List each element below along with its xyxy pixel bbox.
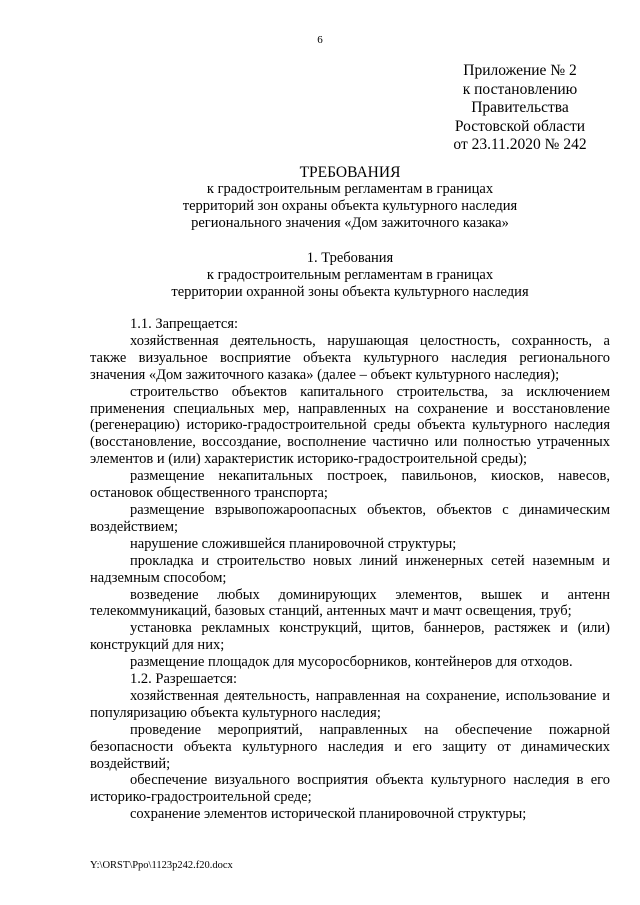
appendix-line: от 23.11.2020 № 242 <box>453 136 587 153</box>
paragraph: размещение площадок для мусоросборников, контейнеров для отходов. <box>130 654 573 671</box>
appendix-line: Ростовской области <box>454 117 586 135</box>
paragraph: обеспечение визуального восприятия объекта культурного наследия в его историко-градостроительной среде; <box>90 772 610 806</box>
document-title <box>0 164 640 232</box>
subsection-heading: 1.2. Разрешается: <box>130 671 237 688</box>
section-heading-line: к градостроительным регламентам в границах <box>206 267 494 283</box>
appendix-line: Правительства <box>471 99 569 116</box>
title-line: регионального значения «Дом зажиточного казака» <box>191 215 509 231</box>
title-main: ТРЕБОВАНИЯ <box>299 164 401 181</box>
paragraph: хозяйственная деятельность, направленная на сохранение, использование и популяризацию объекта культурного наследия; <box>90 687 610 721</box>
paragraph: установка рекламных конструкций, щитов, баннеров, растяжек и (или) конструкций для них; <box>90 620 610 654</box>
paragraph: нарушение сложившейся планировочной структуры; <box>130 535 457 552</box>
paragraph: размещение некапитальных построек, павильонов, киосков, навесов, остановок общественного транспорта; <box>90 468 610 502</box>
section-heading <box>0 250 640 301</box>
paragraph: возведение любых доминирующих элементов, вышек и антенн телекоммуникаций, базовых станций, антенных мачт и мачт освещения, труб; <box>90 586 610 620</box>
subsection-heading: 1.1. Запрещается: <box>130 316 239 332</box>
appendix-header <box>440 62 600 155</box>
title-line: к градостроительным регламентам в границах <box>206 181 494 197</box>
paragraph: прокладка и строительство новых линий инженерных сетей наземным и надземным способом; <box>90 552 610 586</box>
body-text <box>90 316 610 823</box>
section-heading-line: 1. Требования <box>306 250 394 266</box>
paragraph: строительство объектов капитального строительства, за исключением применения специальных мер, направленных на сохранение и восстановление (регенерацию) историко-градостроительной среды объекта культурного наследия (восстановление, воссоздание, восполнение частично или полностью утраченных элементов и (или) характеристик историко-градостроительной среды); <box>90 383 610 468</box>
paragraph: хозяйственная деятельность, нарушающая целостность, сохранность, а также визуальное восприятие объекта культурного наследия регионального значения «Дом зажиточного казака» (далее – объект культурного наследия); <box>90 332 610 383</box>
title-line: территорий зон охраны объекта культурного наследия <box>182 198 518 214</box>
file-path-footer: Y:\ORST\Ppo\1123p242.f20.docx <box>90 860 233 871</box>
appendix-line: Приложение № 2 <box>463 62 577 79</box>
paragraph: размещение взрывопожароопасных объектов, объектов с динамическим воздействием; <box>90 501 610 535</box>
paragraph: проведение мероприятий, направленных на обеспечение пожарной безопасности объекта культурного наследия и его защиту от динамических воздействий; <box>90 721 610 772</box>
appendix-line: к постановлению <box>462 80 578 98</box>
page-number: 6 <box>317 34 323 46</box>
section-heading-line: территории охранной зоны объекта культурного наследия <box>171 284 529 300</box>
paragraph: сохранение элементов исторической планировочной структуры; <box>130 806 527 823</box>
